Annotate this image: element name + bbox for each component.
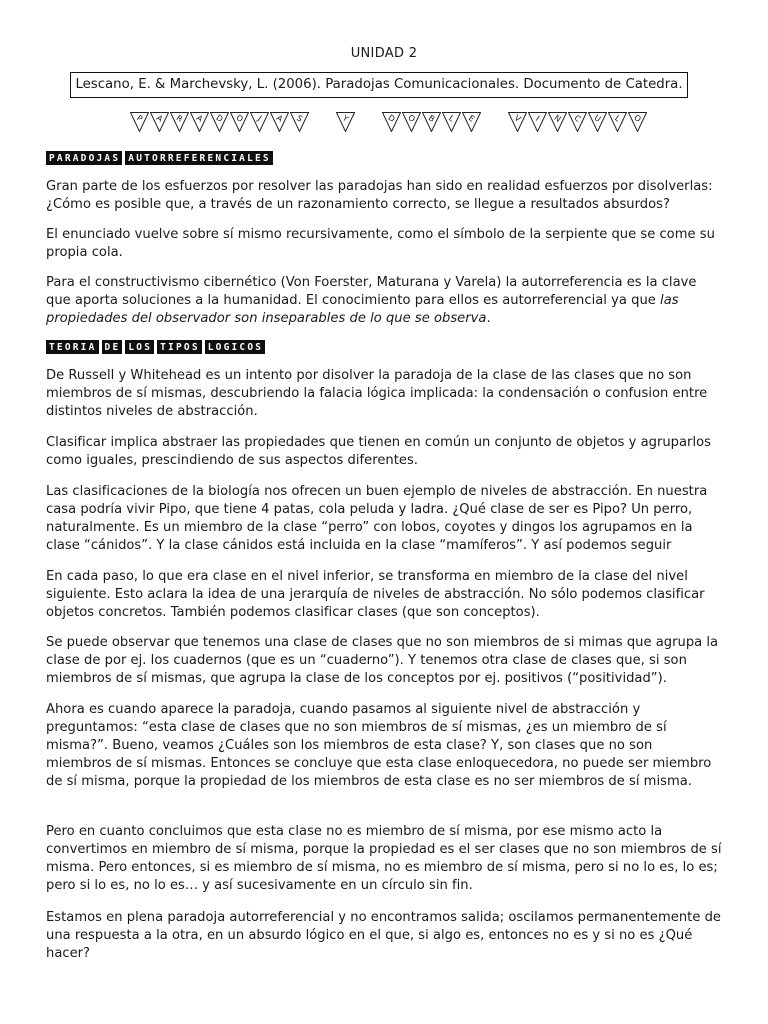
pennant-letter: L [613,113,622,124]
pennant-flag [508,112,527,132]
heading-word: TIPOS [157,340,202,354]
pennant-letter: P [134,113,145,124]
section-heading-teoria-tipos-logicos [46,340,265,354]
section-heading-paradojas-autorreferenciales [46,151,273,165]
pennant-letter: O [406,113,417,124]
banner-word-doble [382,112,482,132]
pennant-letter: B [426,113,437,124]
pennant-flag [336,112,355,132]
pennant-flag [270,112,289,132]
pennant-flag [150,112,169,132]
pennant-flag [382,112,401,132]
pennant-flag [528,112,547,132]
heading-word: LOS [125,340,154,354]
pennant-letter: A [154,113,165,124]
paragraph: Gran parte de los esfuerzos por resolver las paradojas han sido en realidad esfuerzos por disolverlas: ¿Cómo es posible que, a través de un razonamiento correcto, se llegue a resultados absurdos? [46,179,713,212]
unit-title: UNIDAD 2 [350,46,418,61]
heading-word: PARADOJAS [46,151,122,165]
pennant-flag [190,112,209,132]
paragraph-text: Para el constructivismo cibernético (Von Foerster, Maturana y Varela) la autorreferencia es la clave que aporta soluciones a la humanidad. El conocimiento para ellos es autorreferencial ya que [46,275,697,308]
banner-word-y [336,112,356,132]
heading-word: TEORIA [46,340,99,354]
pennant-letter: O [234,113,245,124]
pennant-flag [608,112,627,132]
pennant-flag [568,112,587,132]
pennant-letter: D [214,113,225,124]
citation-box: Lescano, E. & Marchevsky, L. (2006). Paradojas Comunicacionales. Documento de Catedra. [70,72,688,98]
banner-word-paradojas [130,112,310,132]
pennant-letter: Y [340,113,351,124]
paragraph: Las clasificaciones de la biología nos ofrecen un buen ejemplo de niveles de abstracción. En nuestra casa podría vivir Pipo, que tiene 4 patas, cola peluda y ladra. ¿Qué clase de ser es Pipo? Un perro, naturalmente. Es un miembro de la clase “perro” con lobos, coyotes y dingos los agrupamos en la clase “cánidos”. Y la clase cánidos está incluida en la clase “mamíferos”. Y así podemos seguir [46,484,708,553]
paragraph: En cada paso, lo que era clase en el nivel inferior, se transforma en miembro de la clase del nivel siguiente. Esto aclara la idea de una jerarquía de niveles de abstracción. No sólo podemos clasificar objetos concretos. También podemos clasificar clases (que son conceptos). [46,569,705,620]
pennant-letter: U [592,113,603,124]
paragraph: Ahora es cuando aparece la paradoja, cuando pasamos al siguiente nivel de abstracción y preguntamos: “esta clase de clases que no son miembros de sí mismas, ¿es un miembro de sí misma?”. Bueno, veamos ¿Cuáles son los miembros de esta clase? Y, son clases que no son miembros de sí mismas. Entonces se concluye que esta clase enloquecedora, no puede ser miembro de sí misma, porque la propiedad de los miembros de esta clase es no ser miembros de sí misma. [46,702,712,789]
pennant-letter: E [466,113,477,124]
pennant-letter: N [552,113,563,124]
banner-word-vinculo [508,112,648,132]
pennant-letter: V [512,113,523,124]
heading-word: DE [102,340,123,354]
heading-word: AUTORREFERENCIALES [125,151,273,165]
paragraph: El enunciado vuelve sobre sí mismo recursivamente, como el símbolo de la serpiente que se come su propia cola. [46,227,715,260]
pennant-flag [402,112,421,132]
pennant-flag [548,112,567,132]
pennant-letter: A [194,113,205,124]
paragraph-text: . [486,311,491,326]
paragraph [46,274,722,328]
pennant-letter: I [533,114,542,123]
paragraph: Se puede observar que tenemos una clase de clases que no son miembros de si mimas que agrupa la clase de por ej. los cuadernos (que es un “cuaderno”). Y tenemos otra clase de clases que, si son miembros de sí mismas, que agrupa la clase de los conceptos por ej. positivos (“positividad”). [46,635,719,686]
pennant-flag [250,112,269,132]
pennant-letter: L [447,113,456,124]
pennant-letter: R [174,113,185,124]
heading-word: LOGICOS [205,340,265,354]
pennant-flag [422,112,441,132]
pennant-flag [588,112,607,132]
pennant-flag [130,112,149,132]
pennant-flag [442,112,461,132]
pennant-letter: A [274,113,285,124]
paragraph-italic: las propiedades del observador son inseparables de lo que se observa [46,293,679,326]
pennant-letter: S [294,113,305,124]
pennant-letter: C [572,113,583,124]
paragraph: Estamos en plena paradoja autorreferencial y no encontramos salida; oscilamos permanentemente de una respuesta a la otra, en un absurdo lógico en el que, si algo es, entonces no es y si no es ¿Qué hacer? [46,910,721,961]
pennant-flag [230,112,249,132]
paragraph: Pero en cuanto concluimos que esta clase no es miembro de sí misma, por ese mismo acto la convertimos en miembro de sí misma, porque la propiedad es el ser clases que no son miembros de sí misma. Pero entonces, si es miembro de sí misma, no es miembro de sí misma, pero si no lo es, lo es; pero si lo es, no lo es… y así sucesivamente en un círculo sin fin. [46,824,722,893]
pennant-flag [462,112,481,132]
pennant-flag [210,112,229,132]
pennant-banner [130,112,643,134]
paragraph: Clasificar implica abstraer las propiedades que tienen en común un conjunto de objetos y agruparlos como iguales, prescindiendo de sus aspectos diferentes. [46,435,711,468]
paragraph: De Russell y Whitehead es un intento por disolver la paradoja de la clase de las clases que no son miembros de sí mismas, descubriendo la falacia lógica implicada: la condensación o confusion entre distintos niveles de abstracción. [46,368,708,419]
pennant-flag [628,112,647,132]
pennant-letter: O [632,113,643,124]
pennant-flag [170,112,189,132]
pennant-letter: D [386,113,397,124]
pennant-letter: J [255,114,264,123]
pennant-flag [290,112,309,132]
